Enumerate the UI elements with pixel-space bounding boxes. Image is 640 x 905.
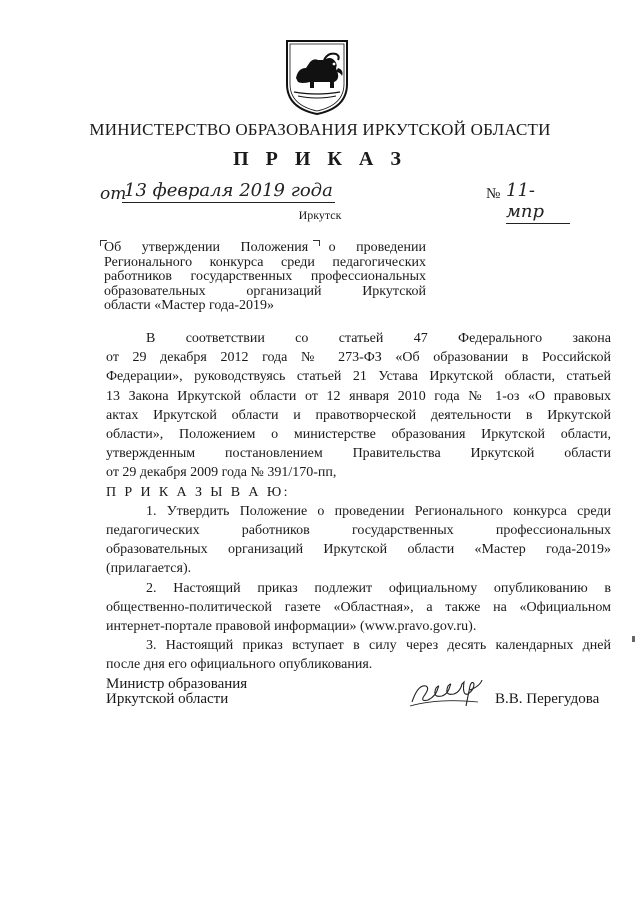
date-prefix: от xyxy=(100,184,127,204)
preamble-line: от 29 декабря 2012 года № 273-ФЗ «Об образовании в Российской xyxy=(106,350,611,366)
position-line: Министр образования xyxy=(106,676,248,692)
subject-line: работников государственных профессиональных xyxy=(104,269,426,284)
subject-line: образовательных организаций Иркутской xyxy=(104,283,426,299)
order-keyword: П Р И К А З Ы В А Ю: xyxy=(106,484,290,500)
item3-line: 3. Настоящий приказ вступает в силу через десять календарных дней xyxy=(146,638,611,654)
preamble-line: утвержденным постановлением Правительства Иркутской области xyxy=(106,446,611,462)
preamble-line: актах Иркутской области и правотворческой деятельности в Иркутской xyxy=(106,407,611,423)
signatory-position xyxy=(106,677,286,707)
preamble-line: 13 Закона Иркутской области от 12 января 2010 года № 1-оз «О правовых xyxy=(106,388,611,404)
item2-line: интернет-портале правовой информации» (www.pravo.gov.ru). xyxy=(106,619,477,635)
order-subject xyxy=(104,241,426,314)
handwritten-signature-icon xyxy=(408,676,500,712)
item1-line: образовательных организаций Иркутской области «Мастер года-2019» xyxy=(106,542,611,558)
subject-line: области «Мастер года-2019» xyxy=(104,298,274,313)
preamble-line: В соответствии со статьей 47 Федерального закона xyxy=(146,331,611,346)
document-type-title: П Р И К А З xyxy=(233,148,407,170)
signatory-name: В.В. Перегудова xyxy=(495,691,600,707)
item1-line: 1. Утвердить Положение о проведении Регионального конкурса среди xyxy=(146,503,611,519)
item2-line: 2. Настоящий приказ подлежит официальному опубликованию в xyxy=(146,580,611,596)
item1-line: (прилагается). xyxy=(106,561,192,577)
coat-of-arms-icon xyxy=(284,38,350,116)
subject-line: Регионального конкурса среди педагогических xyxy=(104,254,426,270)
subject-line: Об утверждении Положения о проведении xyxy=(104,240,426,255)
order-number-label: № xyxy=(486,186,501,202)
item1-line: педагогических работников государственных профессиональных xyxy=(106,523,611,539)
city-name: Иркутск xyxy=(298,208,342,222)
order-body xyxy=(106,329,611,675)
item2-line: общественно-политической газете «Областная», а также на «Официальном xyxy=(106,599,611,615)
preamble-line: области», Положением о министерстве образования Иркутской области, xyxy=(106,427,611,443)
preamble-line: Федерации», руководствуясь статьей 21 Устава Иркутской области, статьей xyxy=(106,369,611,385)
ministry-name: МИНИСТЕРСТВО ОБРАЗОВАНИЯ ИРКУТСКОЙ ОБЛАСТИ xyxy=(89,120,551,139)
item3-line: после дня его официального опубликования. xyxy=(106,657,373,673)
order-date-handwritten: 13 февраля 2019 года xyxy=(124,180,333,201)
position-line: Иркутской области xyxy=(106,691,229,707)
scan-artifact xyxy=(632,636,635,642)
order-number-handwritten: 11-мпр xyxy=(506,180,570,224)
preamble-line: от 29 декабря 2009 года № 391/170-пп, xyxy=(106,465,337,481)
